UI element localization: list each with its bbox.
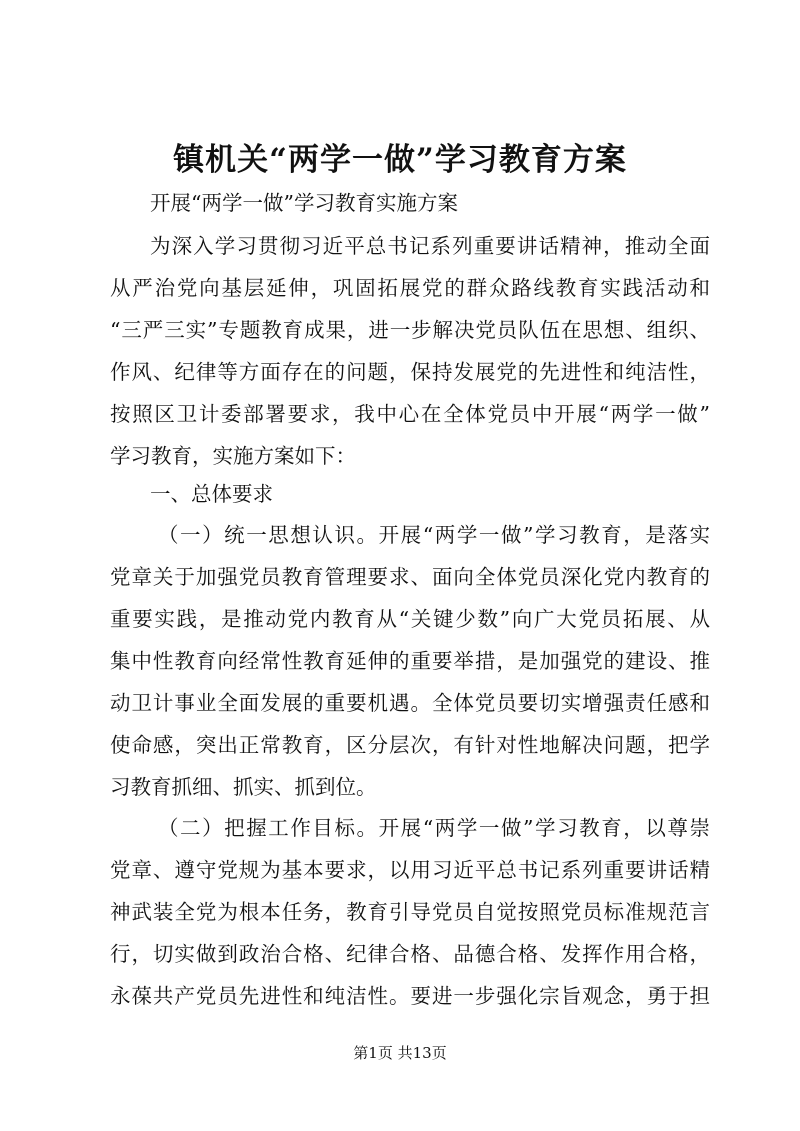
section-heading: 一、总体要求	[150, 482, 273, 506]
text-line: 党章关于加强党员教育管理要求、面向全体党员深化党内教育的	[110, 565, 710, 589]
text-line: 行，切实做到政治合格、纪律合格、品德合格、发挥作用合格，	[110, 942, 710, 966]
text-line: 按照区卫计委部署要求，我中心在全体党员中开展“两学一做”	[110, 402, 710, 426]
text-line: （二）把握工作目标。开展“两学一做”学习教育，以尊崇	[158, 816, 710, 840]
text-line: 使命感，突出正常教育，区分层次，有针对性地解决问题，把学	[110, 733, 710, 757]
text-line: 作风、纪律等方面存在的问题，保持发展党的先进性和纯洁性，	[110, 360, 710, 384]
document-title: 镇机关“两学一做”学习教育方案	[173, 142, 627, 178]
text-line: 从严治党向基层延伸，巩固拓展党的群众路线教育实践活动和	[110, 276, 710, 300]
text-line: 习教育抓细、抓实、抓到位。	[110, 775, 377, 799]
text-line: 永葆共产党员先进性和纯洁性。要进一步强化宗旨观念，勇于担	[110, 984, 710, 1008]
text-line: 神武装全党为根本任务，教育引导党员自觉按照党员标准规范言	[110, 900, 710, 924]
text-line: 重要实践，是推动党内教育从“关键少数”向广大党员拓展、从	[110, 607, 710, 631]
text-line: 党章、遵守党规为基本要求，以用习近平总书记系列重要讲话精	[110, 858, 710, 882]
text-line: 学习教育，实施方案如下：	[110, 444, 356, 468]
text-line: （一）统一思想认识。开展“两学一做”学习教育，是落实	[158, 523, 710, 547]
document-subtitle: 开展“两学一做”学习教育实施方案	[150, 191, 458, 215]
page-number-footer: 第1页 共13页	[353, 1044, 447, 1062]
text-line: “三严三实”专题教育成果，进一步解决党员队伍在思想、组织、	[110, 318, 710, 342]
text-line: 动卫计事业全面发展的重要机遇。全体党员要切实增强责任感和	[110, 691, 710, 715]
text-line: 为深入学习贯彻习近平总书记系列重要讲话精神，推动全面	[150, 234, 710, 258]
text-line: 集中性教育向经常性教育延伸的重要举措，是加强党的建设、推	[110, 649, 710, 673]
